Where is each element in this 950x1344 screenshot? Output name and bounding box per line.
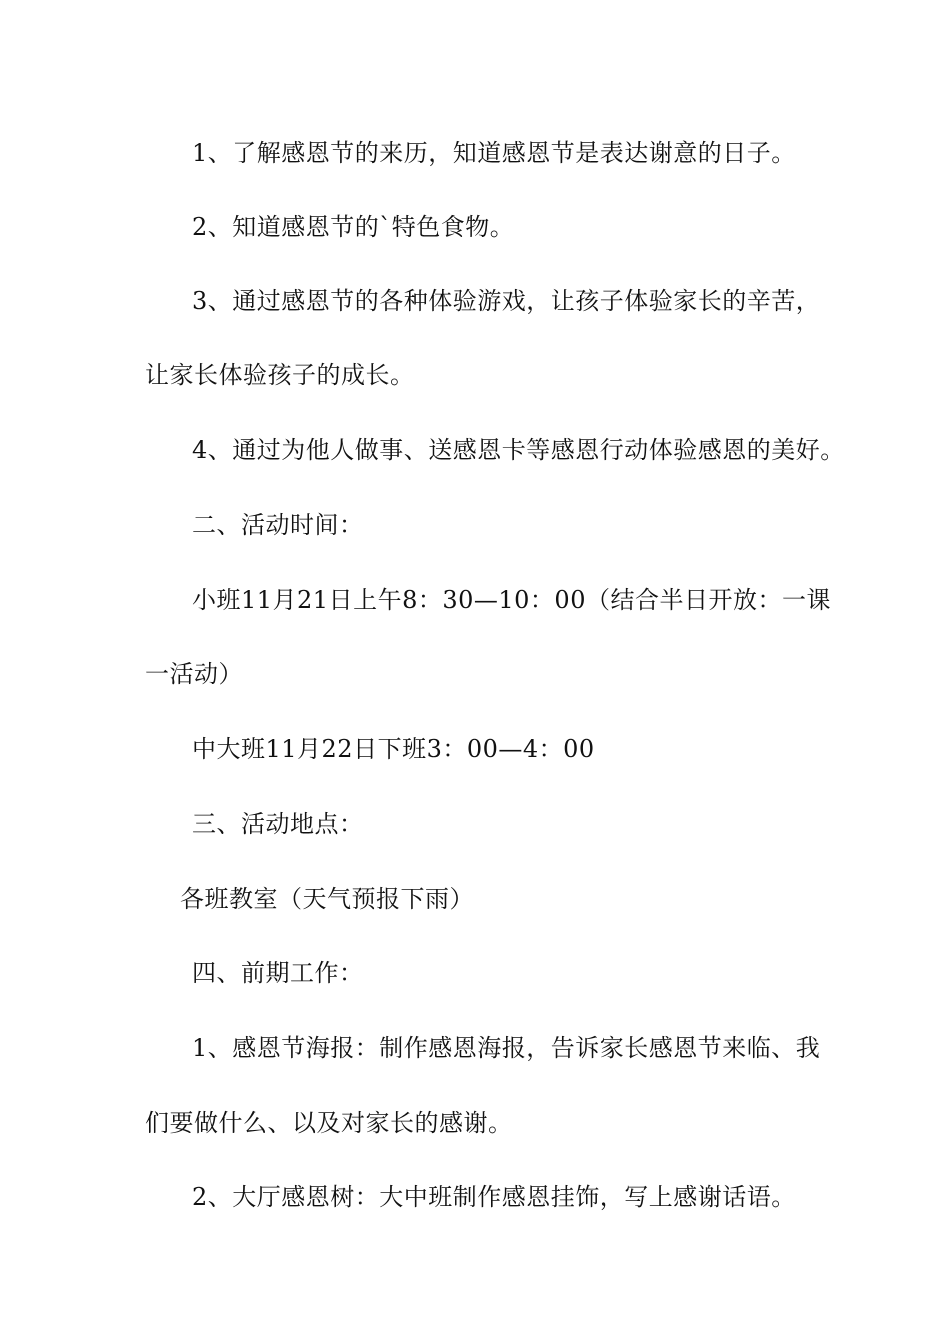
preparation-2: 2、大厅感恩树：大中班制作感恩挂饰，写上感谢话语。 bbox=[192, 1183, 796, 1211]
section-heading-preparation: 四、前期工作： bbox=[192, 959, 364, 987]
time-middle-large-class: 中大班11月22日下班3：00—4：00 bbox=[192, 735, 595, 763]
preparation-1-line-2: 们要做什么、以及对家长的感谢。 bbox=[145, 1109, 513, 1137]
objective-3-line-1: 3、通过感恩节的各种体验游戏，让孩子体验家长的辛苦， bbox=[192, 287, 821, 315]
section-heading-location: 三、活动地点： bbox=[192, 810, 364, 838]
location-text: 各班教室（天气预报下雨） bbox=[180, 885, 474, 913]
preparation-1-line-1: 1、感恩节海报：制作感恩海报，告诉家长感恩节来临、我 bbox=[192, 1034, 821, 1062]
time-small-class-line-2: 一活动） bbox=[145, 660, 243, 688]
objective-3-line-2: 让家长体验孩子的成长。 bbox=[145, 361, 415, 389]
time-small-class-line-1: 小班11月21日上午8：30—10：00（结合半日开放：一课 bbox=[192, 586, 831, 614]
objective-1: 1、了解感恩节的来历，知道感恩节是表达谢意的日子。 bbox=[192, 139, 796, 167]
objective-2: 2、知道感恩节的`特色食物。 bbox=[192, 213, 515, 241]
objective-4: 4、通过为他人做事、送感恩卡等感恩行动体验感恩的美好。 bbox=[192, 436, 845, 464]
section-heading-time: 二、活动时间： bbox=[192, 511, 364, 539]
